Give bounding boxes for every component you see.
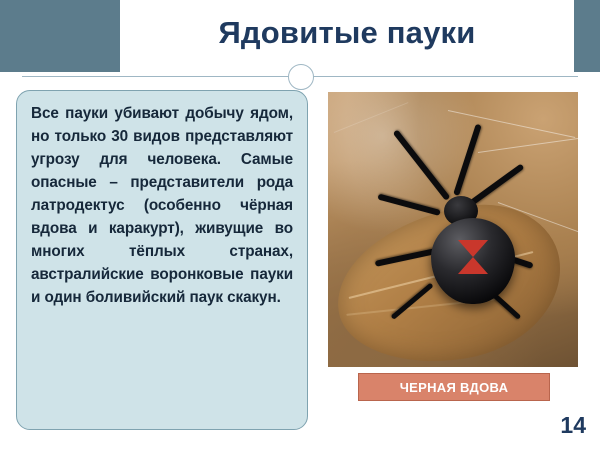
text-panel — [16, 90, 308, 430]
spider-abdomen — [431, 218, 515, 304]
title-band — [0, 0, 600, 72]
circle-ornament-icon — [288, 64, 314, 90]
hourglass-marking-icon — [458, 240, 488, 257]
spider-photo — [328, 92, 578, 367]
image-caption-label: ЧЕРНАЯ ВДОВА — [399, 379, 509, 395]
title-accent-right — [574, 0, 600, 72]
hourglass-marking-icon — [458, 257, 488, 274]
body-text: Все пауки убивают добычу ядом, но только 30 видов представляют угрозу для человека. Самые опасные – представители рода латродектус (особенно чёрная вдова и каракурт), живущие во многих тёплых странах, австралийские воронковые пауки и один боливийский паук скакун. — [31, 105, 293, 306]
page-title: Ядовитые пауки — [218, 15, 476, 50]
title-accent-left — [0, 0, 120, 72]
image-caption — [358, 373, 550, 401]
slide-number: 14 — [560, 412, 586, 438]
